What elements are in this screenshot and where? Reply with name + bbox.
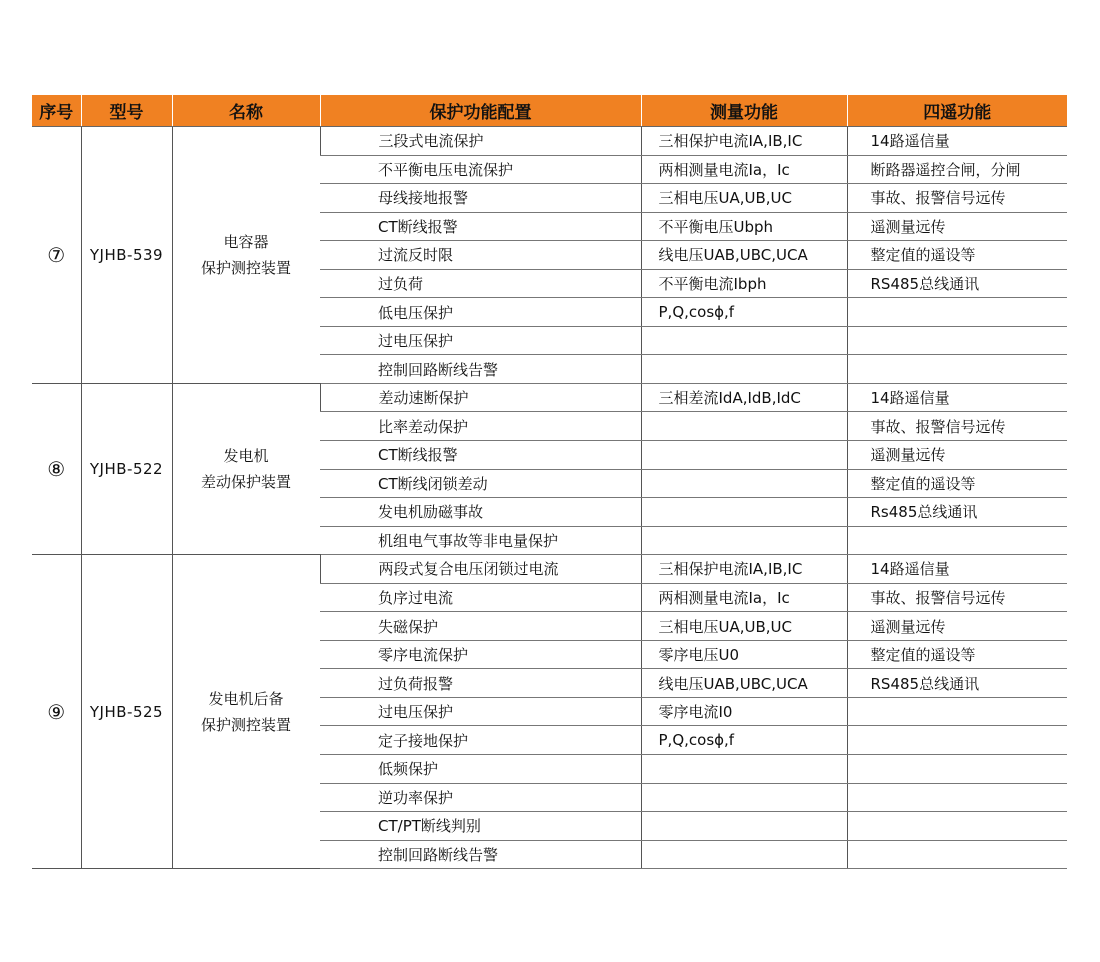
device-seq: ⑧ <box>32 383 81 554</box>
device-name-line: 保护测控装置 <box>200 715 291 734</box>
protection-function-cell: 过负荷 <box>320 269 641 298</box>
protection-function-cell: 失磁保护 <box>320 612 641 641</box>
protection-function-cell: 控制回路断线告警 <box>320 840 641 869</box>
device-name-line: 差动保护装置 <box>200 473 291 492</box>
measurement-function-cell: 三相电压UA,UB,UC <box>641 612 847 641</box>
measurement-function-cell: 线电压UAB,UBC,UCA <box>641 669 847 698</box>
measurement-function-cell <box>641 526 847 555</box>
measurement-function-cell: P,Q,cosϕ,f <box>641 298 847 327</box>
remote-function-cell <box>847 526 1067 555</box>
device-name <box>172 127 320 384</box>
remote-function-cell <box>847 755 1067 784</box>
device-name-line: 保护测控装置 <box>200 258 291 277</box>
measurement-function-cell <box>641 840 847 869</box>
header-name: 名称 <box>172 95 320 127</box>
device-seq: ⑦ <box>32 127 81 384</box>
measurement-function-cell: 不平衡电流Ibph <box>641 269 847 298</box>
remote-function-cell: RS485总线通讯 <box>847 669 1067 698</box>
table-row <box>32 383 1067 412</box>
remote-function-cell: 遥测量远传 <box>847 612 1067 641</box>
measurement-function-cell <box>641 783 847 812</box>
device-name <box>172 383 320 554</box>
protection-function-cell: 低频保护 <box>320 755 641 784</box>
measurement-function-cell <box>641 469 847 498</box>
header-model: 型号 <box>81 95 172 127</box>
remote-function-cell <box>847 726 1067 755</box>
device-name-line: 电容器 <box>223 232 269 251</box>
measurement-function-cell: 两相测量电流Ia，Ic <box>641 583 847 612</box>
header-protection-functions: 保护功能配置 <box>320 95 641 127</box>
protection-function-cell: CT断线报警 <box>320 441 641 470</box>
remote-function-cell: Rs485总线通讯 <box>847 498 1067 527</box>
protection-function-cell: 低电压保护 <box>320 298 641 327</box>
remote-function-cell <box>847 840 1067 869</box>
device-model: YJHB-539 <box>81 127 172 384</box>
header-seq: 序号 <box>32 95 81 127</box>
measurement-function-cell: 三相差流IdA,IdB,IdC <box>641 383 847 412</box>
table-body <box>32 127 1067 869</box>
protection-function-cell: 母线接地报警 <box>320 184 641 213</box>
remote-function-cell: 14路遥信量 <box>847 127 1067 156</box>
remote-function-cell: 14路遥信量 <box>847 383 1067 412</box>
device-model: YJHB-525 <box>81 555 172 869</box>
protection-function-cell: 两段式复合电压闭锁过电流 <box>320 555 641 584</box>
measurement-function-cell <box>641 441 847 470</box>
header-remote-functions: 四遥功能 <box>847 95 1067 127</box>
protection-function-cell: 过电压保护 <box>320 326 641 355</box>
remote-function-cell: 遥测量远传 <box>847 441 1067 470</box>
protection-function-cell: 机组电气事故等非电量保护 <box>320 526 641 555</box>
remote-function-cell: 整定值的遥设等 <box>847 241 1067 270</box>
protection-function-cell: CT断线闭锁差动 <box>320 469 641 498</box>
measurement-function-cell: 零序电流I0 <box>641 697 847 726</box>
measurement-function-cell: 三相保护电流IA,IB,IC <box>641 555 847 584</box>
remote-function-cell <box>847 697 1067 726</box>
device-name-line: 发电机后备 <box>208 689 284 708</box>
remote-function-cell: 整定值的遥设等 <box>847 469 1067 498</box>
measurement-function-cell: 两相测量电流Ia，Ic <box>641 155 847 184</box>
remote-function-cell: 整定值的遥设等 <box>847 640 1067 669</box>
header-row <box>32 95 1067 127</box>
protection-function-cell: 零序电流保护 <box>320 640 641 669</box>
protection-function-cell: 逆功率保护 <box>320 783 641 812</box>
remote-function-cell: 14路遥信量 <box>847 555 1067 584</box>
remote-function-cell <box>847 783 1067 812</box>
measurement-function-cell <box>641 412 847 441</box>
remote-function-cell <box>847 812 1067 841</box>
table-row <box>32 127 1067 156</box>
remote-function-cell: 事故、报警信号远传 <box>847 583 1067 612</box>
measurement-function-cell <box>641 326 847 355</box>
device-model: YJHB-522 <box>81 383 172 554</box>
measurement-function-cell <box>641 812 847 841</box>
protection-function-cell: 比率差动保护 <box>320 412 641 441</box>
measurement-function-cell: 不平衡电压Ubph <box>641 212 847 241</box>
measurement-function-cell <box>641 755 847 784</box>
remote-function-cell: 事故、报警信号远传 <box>847 184 1067 213</box>
protection-function-cell: 负序过电流 <box>320 583 641 612</box>
protection-function-cell: 控制回路断线告警 <box>320 355 641 384</box>
remote-function-cell: 事故、报警信号远传 <box>847 412 1067 441</box>
protection-spec-table <box>32 95 1067 869</box>
device-name <box>172 555 320 869</box>
measurement-function-cell: 三相保护电流IA,IB,IC <box>641 127 847 156</box>
device-name-line: 发电机 <box>223 447 269 466</box>
protection-function-cell: CT/PT断线判别 <box>320 812 641 841</box>
remote-function-cell: RS485总线通讯 <box>847 269 1067 298</box>
protection-function-cell: 过电压保护 <box>320 697 641 726</box>
device-seq: ⑨ <box>32 555 81 869</box>
remote-function-cell <box>847 355 1067 384</box>
table-row <box>32 555 1067 584</box>
protection-function-cell: 过负荷报警 <box>320 669 641 698</box>
protection-function-cell: 三段式电流保护 <box>320 127 641 156</box>
protection-function-cell: 过流反时限 <box>320 241 641 270</box>
protection-function-cell: CT断线报警 <box>320 212 641 241</box>
measurement-function-cell <box>641 498 847 527</box>
measurement-function-cell: P,Q,cosϕ,f <box>641 726 847 755</box>
measurement-function-cell: 零序电压U0 <box>641 640 847 669</box>
protection-function-cell: 定子接地保护 <box>320 726 641 755</box>
measurement-function-cell <box>641 355 847 384</box>
protection-function-cell: 不平衡电压电流保护 <box>320 155 641 184</box>
remote-function-cell <box>847 298 1067 327</box>
measurement-function-cell: 三相电压UA,UB,UC <box>641 184 847 213</box>
header-measurement-functions: 测量功能 <box>641 95 847 127</box>
remote-function-cell: 遥测量远传 <box>847 212 1067 241</box>
measurement-function-cell: 线电压UAB,UBC,UCA <box>641 241 847 270</box>
remote-function-cell: 断路器遥控合闸，分闸 <box>847 155 1067 184</box>
remote-function-cell <box>847 326 1067 355</box>
protection-function-cell: 发电机励磁事故 <box>320 498 641 527</box>
protection-function-cell: 差动速断保护 <box>320 383 641 412</box>
